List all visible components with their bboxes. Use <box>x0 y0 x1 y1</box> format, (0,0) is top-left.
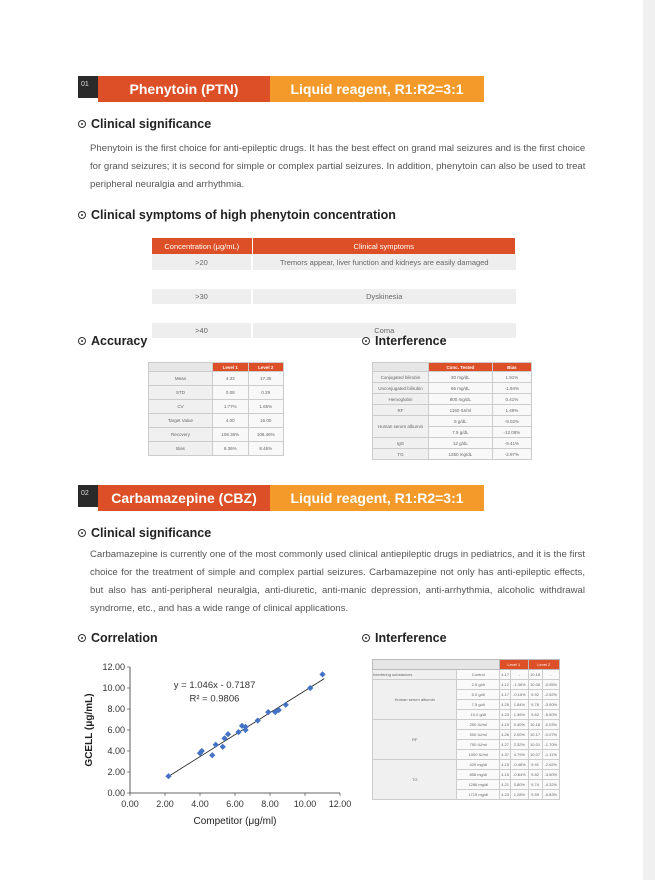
data-point <box>265 709 271 715</box>
table-cell: 7.5 g/dL <box>429 427 493 438</box>
data-point <box>319 671 325 677</box>
table-cell: 10.18 <box>528 670 542 680</box>
table-row <box>152 288 516 305</box>
table-cell: 858 mg/dl <box>457 770 500 780</box>
table-cell: -3.50% <box>542 770 559 780</box>
bullet-icon <box>78 634 86 642</box>
table-cell: 1.91% <box>492 372 531 383</box>
table-cell: -1.94% <box>492 383 531 394</box>
table-row <box>373 383 532 394</box>
table-cell: 12 g/dL <box>429 438 493 449</box>
table-cell: -0.16% <box>511 690 528 700</box>
table-cell: RF <box>373 405 429 416</box>
table-header: Level 2 <box>248 363 284 372</box>
table-cell: Bias <box>149 442 213 456</box>
table-cell: 1.84% <box>511 700 528 710</box>
table-header: Level 1 <box>500 660 529 670</box>
table-cell: Control <box>457 670 500 680</box>
table-header <box>149 363 213 372</box>
data-point <box>283 702 289 708</box>
table-cell: Interfering substances <box>373 670 457 680</box>
interference-heading: Interference <box>362 631 447 645</box>
equation-label: y = 1.046x - 0.7187 <box>173 680 256 691</box>
table-cell: -5.50% <box>542 710 559 720</box>
table-cell: 1.28% <box>511 790 528 800</box>
section-title: Carbamazepine (CBZ) <box>98 485 270 511</box>
table-cell: 1.65% <box>248 400 284 414</box>
symptoms-heading: Clinical symptoms of high phenytoin concentration <box>78 208 396 222</box>
table-cell: 2.32% <box>511 740 528 750</box>
table-cell: - <box>542 670 559 680</box>
table-cell: 4.23 <box>500 790 511 800</box>
table-cell: Mean <box>149 372 213 386</box>
table-row <box>152 254 516 271</box>
table-cell: -2.62% <box>542 760 559 770</box>
table-row <box>373 416 532 427</box>
table-header: Clinical symptoms <box>252 238 516 254</box>
table-cell: TG <box>373 760 457 800</box>
table-cell: -3.90% <box>542 700 559 710</box>
table-cell: -4.32% <box>542 780 559 790</box>
table-header: Concentration (μg/mL) <box>152 238 252 254</box>
table-cell: 5.0 g/dl <box>457 690 500 700</box>
interference-table-2 <box>372 659 560 800</box>
table-header: Conc. Tested <box>429 363 493 372</box>
correlation-chart <box>78 655 358 835</box>
symptoms-table <box>152 238 516 340</box>
table-cell: 8.46% <box>248 442 284 456</box>
data-point <box>255 717 261 723</box>
table-cell: 4.79% <box>511 750 528 760</box>
table-cell: 9.92 <box>528 690 542 700</box>
table-cell: RF <box>373 720 457 760</box>
y-tick-label: 12.00 <box>102 662 125 672</box>
table-cell: -0.48% <box>511 760 528 770</box>
table-cell: TG <box>373 449 429 460</box>
table-cell: 9.59 <box>528 790 542 800</box>
section-title: Phenytoin (PTN) <box>98 76 270 102</box>
table-header: Bias <box>492 363 531 372</box>
bullet-icon <box>362 634 370 642</box>
table-cell: 4.00 <box>213 414 249 428</box>
table-row <box>373 680 560 690</box>
accuracy-heading: Accuracy <box>78 334 147 348</box>
table-cell: 8.36% <box>213 442 249 456</box>
table-cell: Tremors appear, liver function and kidneys are easily damaged <box>252 254 516 271</box>
table-row <box>373 394 532 405</box>
table-row <box>373 670 560 680</box>
clinical-text: Phenytoin is the first choice for anti-epileptic drugs. It has the best effect on grand mal seizures and is the first choice for grand seizures; it is second for simple or complex partial seizures. In addition, phenytoin can also be used to treat peripheral neuralgia and arrhythmia. <box>90 143 586 190</box>
table-cell: 429 mg/dl <box>457 760 500 770</box>
table-cell: 9.82 <box>528 770 542 780</box>
table-cell: -5.83% <box>542 790 559 800</box>
table-row <box>373 372 532 383</box>
table-cell: 7.5 g/dl <box>457 700 500 710</box>
table-cell: 4.26 <box>500 730 511 740</box>
bullet-icon <box>78 337 86 345</box>
table-cell: 66 mg/dL <box>429 383 493 394</box>
table-cell: 4.25 <box>500 700 511 710</box>
table-cell: 4.12 <box>500 680 511 690</box>
table-cell: -0.03% <box>542 720 559 730</box>
table-cell: Coma <box>252 322 516 339</box>
table-cell: CV <box>149 400 213 414</box>
table-row <box>373 405 532 416</box>
data-point <box>213 742 219 748</box>
table-cell: Hemoglobin <box>373 394 429 405</box>
table-cell: 1.36% <box>511 710 528 720</box>
table-cell: -0.95% <box>542 680 559 690</box>
reagent-label: Liquid reagent, R1:R2=3:1 <box>270 76 484 102</box>
table-cell: >30 <box>152 288 252 305</box>
clinical-heading: Clinical significance <box>78 117 211 131</box>
table-cell: -0.07% <box>542 730 559 740</box>
table-cell: 4.15 <box>500 760 511 770</box>
table-cell: 10.01 <box>528 740 542 750</box>
table-header <box>373 363 429 372</box>
x-tick-label: 4.00 <box>191 799 209 809</box>
table-cell: 5 g/dL <box>429 416 493 427</box>
table-cell: 750 IU/ml <box>457 740 500 750</box>
table-row <box>373 438 532 449</box>
table-cell: 0.29 <box>248 386 284 400</box>
table-cell: - <box>511 670 528 680</box>
table-header <box>373 660 500 670</box>
x-tick-label: 8.00 <box>261 799 279 809</box>
section-number: 01 <box>78 76 98 98</box>
table-cell: Human serum albumin <box>373 416 429 438</box>
table-row <box>149 414 284 428</box>
table-cell: >40 <box>152 322 252 339</box>
interference-heading: Interference <box>362 334 447 348</box>
reagent-label: Liquid reagent, R1:R2=3:1 <box>270 485 484 511</box>
clinical-heading: Clinical significance <box>78 526 211 540</box>
table-cell: 4.17 <box>500 670 511 680</box>
table-cell: Human serum albumin <box>373 680 457 720</box>
table-cell: 4.19 <box>500 720 511 730</box>
table-row <box>152 322 516 339</box>
interference-table <box>372 362 532 460</box>
table-cell: STD <box>149 386 213 400</box>
r-squared-label: R² = 0.9806 <box>189 693 240 705</box>
table-row <box>149 428 284 442</box>
table-cell: -1.11% <box>542 750 559 760</box>
bullet-icon <box>78 529 86 537</box>
page-edge <box>643 0 655 880</box>
bullet-icon <box>362 337 370 345</box>
table-row <box>373 760 560 770</box>
data-point <box>221 735 227 741</box>
x-tick-label: 10.00 <box>293 799 317 809</box>
table-cell: 1160 IU/ml <box>429 405 493 416</box>
table-cell: Dyskinesia <box>252 288 516 305</box>
table-cell: 9.74 <box>528 780 542 790</box>
table-cell: 4.17 <box>500 690 511 700</box>
table-cell: 800 mg/dL <box>429 394 493 405</box>
table-cell: 17.35 <box>248 372 284 386</box>
table-cell: 0.41% <box>492 394 531 405</box>
data-point <box>209 752 215 758</box>
table-row <box>149 442 284 456</box>
table-cell: 9.91 <box>528 760 542 770</box>
table-cell: 4.27 <box>500 740 511 750</box>
bullet-icon <box>78 211 86 219</box>
table-cell: 0.80% <box>511 780 528 790</box>
y-tick-label: 8.00 <box>107 704 125 714</box>
table-cell: -2.52% <box>542 690 559 700</box>
table-cell: Recovery <box>149 428 213 442</box>
table-cell: 4.33 <box>213 372 249 386</box>
table-cell: 500 IU/ml <box>457 730 500 740</box>
table-cell: 2.5 g/dl <box>457 680 500 690</box>
table-cell: Unconjugated bilirubin <box>373 383 429 394</box>
y-tick-label: 2.00 <box>107 767 125 777</box>
table-cell: -2.97% <box>492 449 531 460</box>
table-row <box>149 372 284 386</box>
y-axis-label: GCELL (μg/mL) <box>84 693 95 767</box>
y-tick-label: 10.00 <box>102 683 125 693</box>
table-cell: 1000 IU/ml <box>457 750 500 760</box>
table-cell: -1.70% <box>542 740 559 750</box>
table-cell: 10.17 <box>528 730 542 740</box>
table-cell: Target Value <box>149 414 213 428</box>
table-cell: 30 mg/dL <box>429 372 493 383</box>
section-number: 02 <box>78 485 98 507</box>
table-row <box>373 449 532 460</box>
table-cell: 4.21 <box>500 780 511 790</box>
table-cell: -0.64% <box>511 770 528 780</box>
table-cell: 1286 mg/dl <box>457 780 500 790</box>
data-point <box>165 773 171 779</box>
table-cell: 250 IU/ml <box>457 720 500 730</box>
table-cell: 1715 mg/dl <box>457 790 500 800</box>
table-cell: 0.40% <box>511 720 528 730</box>
accuracy-table <box>148 362 284 456</box>
table-cell: 9.78 <box>528 700 542 710</box>
table-row <box>149 400 284 414</box>
table-header: Level 1 <box>213 363 249 372</box>
data-point <box>220 744 226 750</box>
x-tick-label: 0.00 <box>121 799 139 809</box>
table-row <box>373 720 560 730</box>
table-cell: 4.23 <box>500 710 511 720</box>
table-cell: 4.37 <box>500 750 511 760</box>
data-point <box>225 731 231 737</box>
table-cell: 1.49% <box>492 405 531 416</box>
bullet-icon <box>78 120 86 128</box>
table-cell: 108.36% <box>213 428 249 442</box>
table-cell: -1.36% <box>511 680 528 690</box>
table-cell: 2.00% <box>511 730 528 740</box>
table-cell: Conjugated bilirubin <box>373 372 429 383</box>
x-axis-label: Competitor (μg/ml) <box>193 816 277 827</box>
table-row <box>149 386 284 400</box>
table-cell: -12.08% <box>492 427 531 438</box>
table-cell: 10.0 g/dl <box>457 710 500 720</box>
table-cell: 10.08 <box>528 680 542 690</box>
table-cell: -9.02% <box>492 416 531 427</box>
table-cell: IgG <box>373 438 429 449</box>
correlation-heading: Correlation <box>78 631 158 645</box>
clinical-text: Carbamazepine is currently one of the most commonly used clinical antiepileptic drugs in pediatrics, and it is the first choice for the treatment of simple and complex partial seizures. Carbamazepine not only has anti-epileptic effects, but also has anti-peripheral neuralgia, anti-diuretic, anti-manic depression, anti-arrhythmia, alcoholic withdrawal syndrome, etc., and has a wide range of clinical applications. <box>90 549 585 614</box>
y-tick-label: 4.00 <box>107 746 125 756</box>
table-cell: 4.15 <box>500 770 511 780</box>
table-cell: >20 <box>152 254 252 271</box>
table-cell: 10.07 <box>528 750 542 760</box>
table-cell: 9.62 <box>528 710 542 720</box>
table-cell: -9.41% <box>492 438 531 449</box>
table-cell: 10.18 <box>528 720 542 730</box>
table-cell: 1250 mg/dL <box>429 449 493 460</box>
table-cell: 0.08 <box>213 386 249 400</box>
table-header: Level 2 <box>528 660 559 670</box>
y-tick-label: 6.00 <box>107 725 125 735</box>
x-tick-label: 12.00 <box>328 799 352 809</box>
y-tick-label: 0.00 <box>107 788 125 798</box>
table-cell: 1.77% <box>213 400 249 414</box>
x-tick-label: 6.00 <box>226 799 244 809</box>
table-cell: 108.46% <box>248 428 284 442</box>
x-tick-label: 2.00 <box>156 799 174 809</box>
table-cell: 16.00 <box>248 414 284 428</box>
